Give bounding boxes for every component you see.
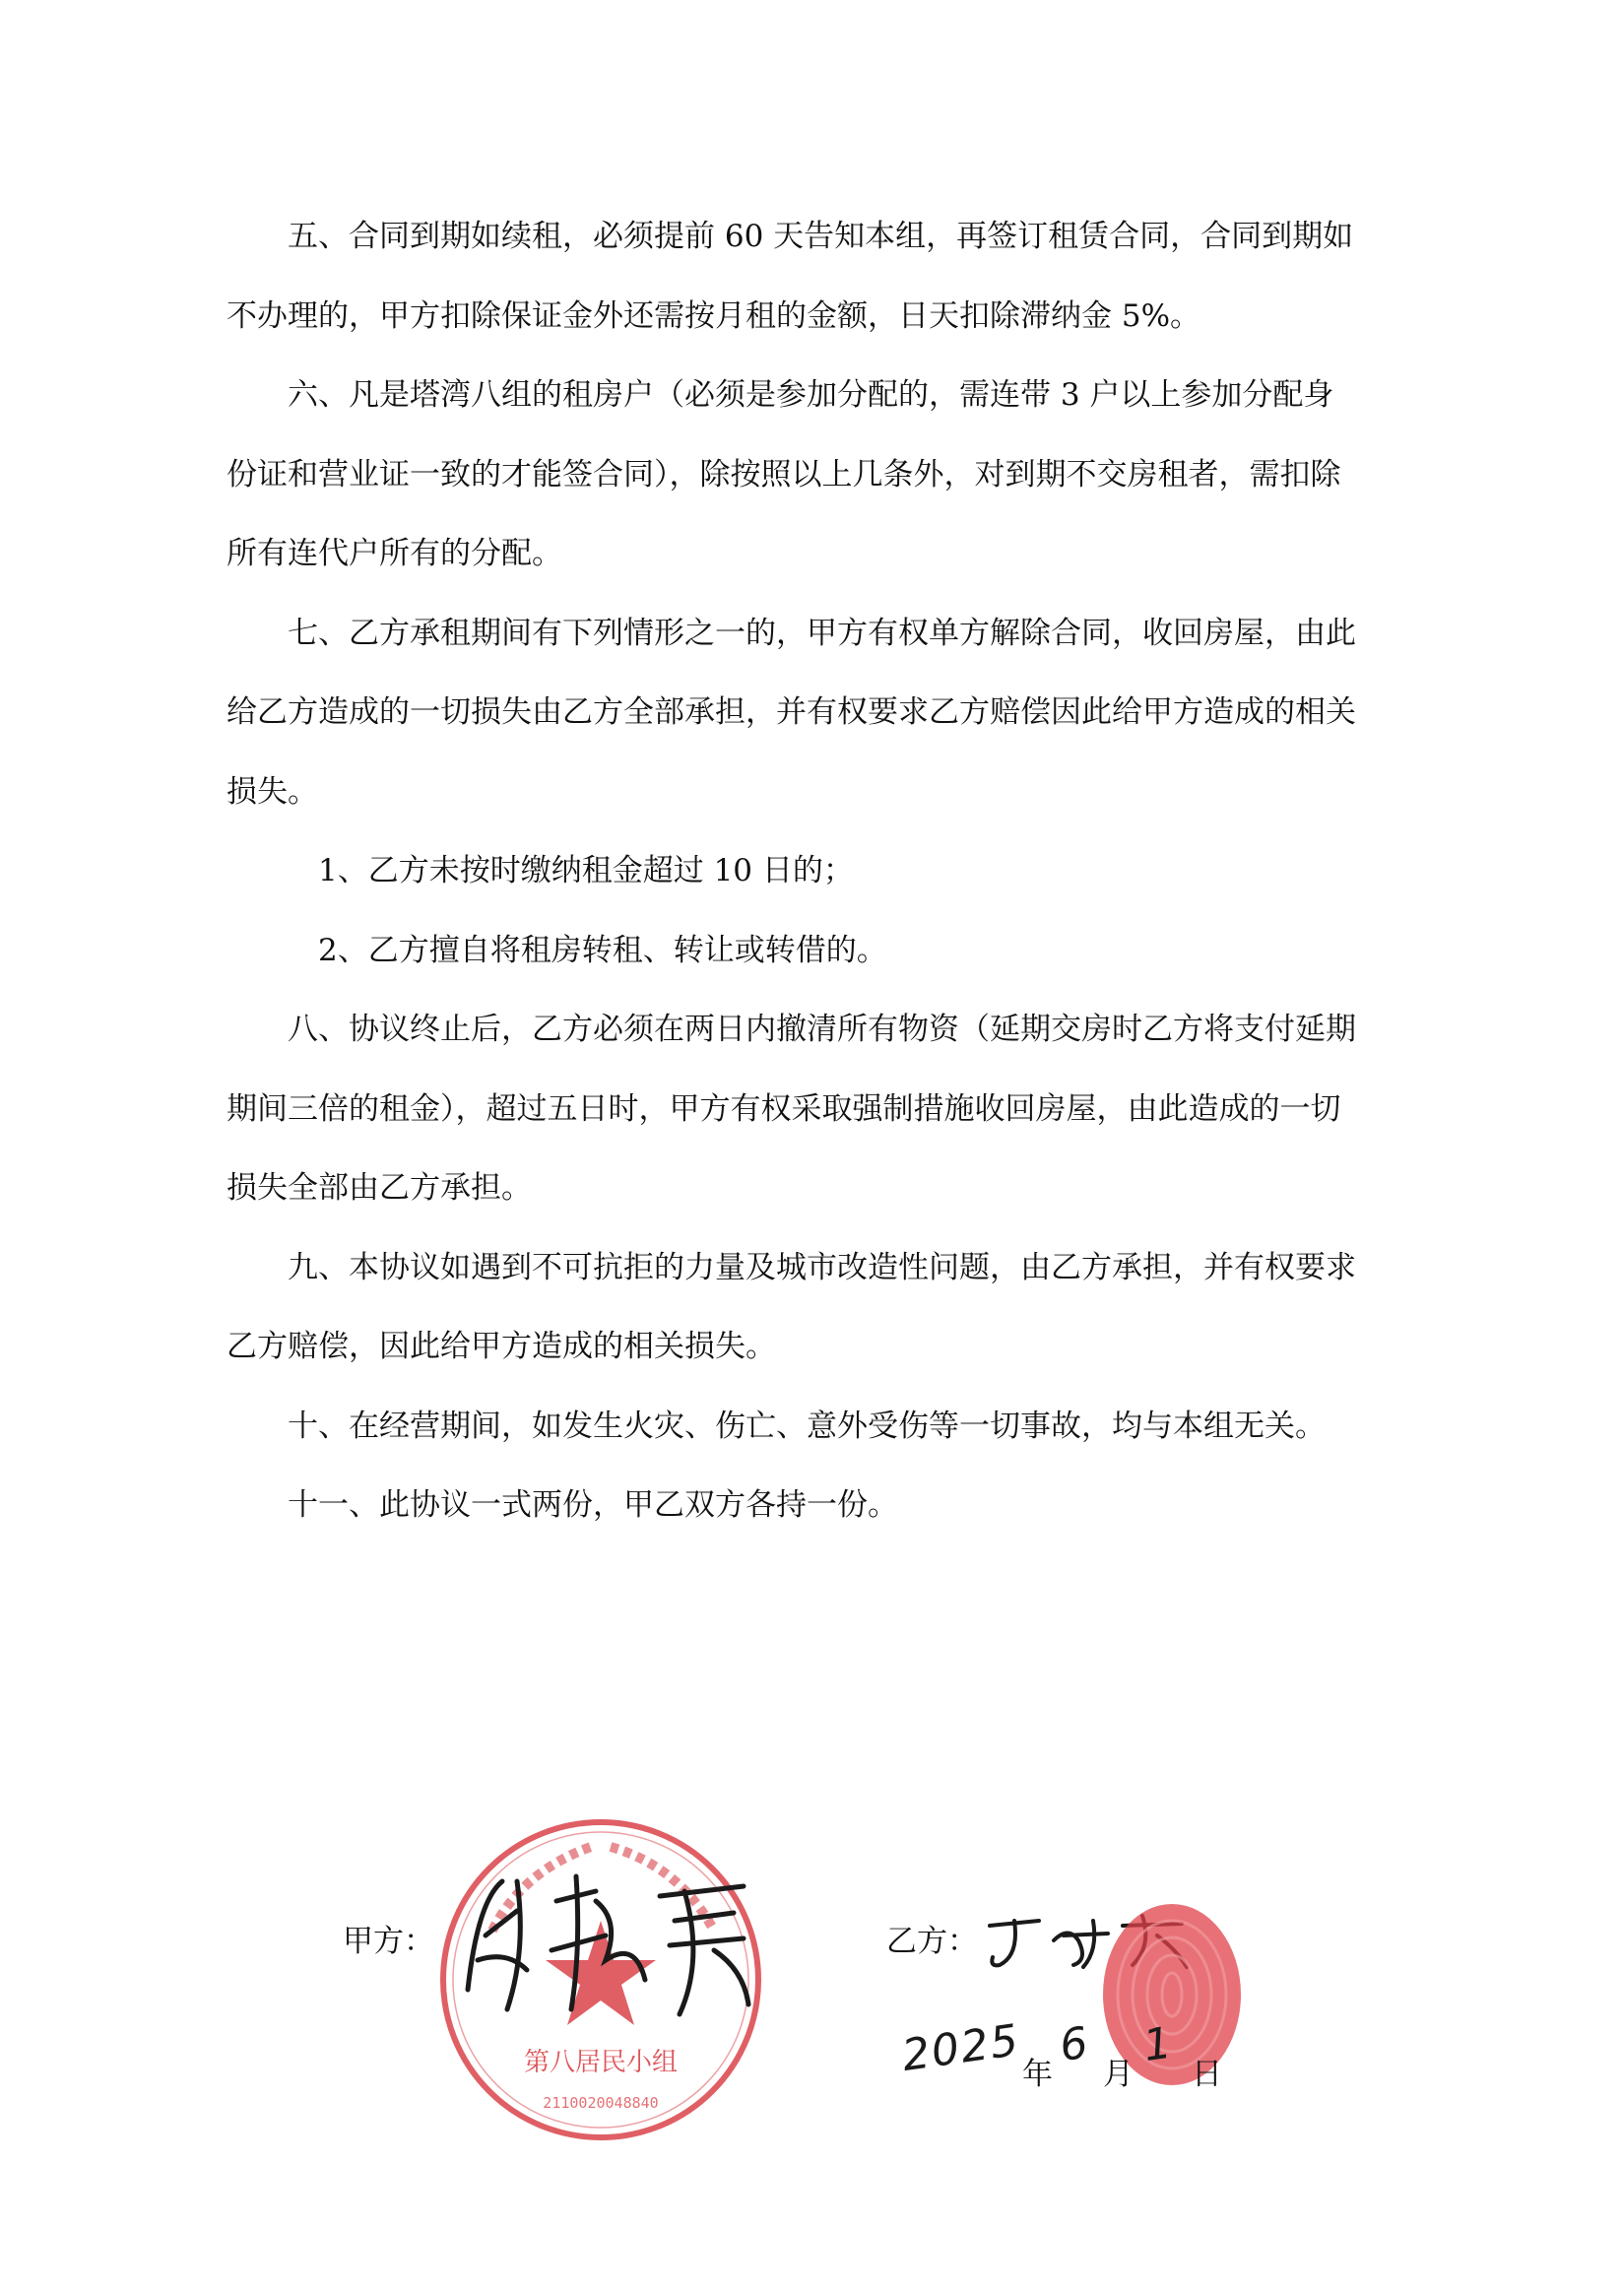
- clause-5: 五、合同到期如续租，必须提前 60 天告知本组，再签订租赁合同，合同到期如不办理的，甲方扣除保证金外还需按月租的金额，日天扣除滞纳金 5%。: [227, 219, 1354, 334]
- clause-8: 八、协议终止后，乙方必须在两日内撤清所有物资（延期交房时乙方将支付延期期间三倍的租金），超过五日时，甲方有权采取强制措施收回房屋，由此造成的一切损失全部由乙方承担。: [227, 1012, 1356, 1206]
- date-month: 6: [1056, 2017, 1093, 2071]
- seal-number: 2110020048840: [543, 2094, 659, 2112]
- contract-body: [227, 197, 1359, 1545]
- date-month-label: 月: [1103, 2057, 1134, 2092]
- clause-7: 七、乙方承租期间有下列情形之一的，甲方有权单方解除合同，收回房屋，由此给乙方造成的一切损失由乙方全部承担，并有权要求乙方赔偿因此给甲方造成的相关损失。: [227, 615, 1356, 810]
- clause-7-item-2: 2、乙方擅自将租房转租、转让或转借的。: [318, 932, 887, 968]
- clause-6: 六、凡是塔湾八组的租房户（必须是参加分配的，需连带 3 户以上参加分配身份证和营业证一致的才能签合同），除按照以上几条外，对到期不交房租者，需扣除所有连代户所有的分配。: [227, 377, 1341, 571]
- date-year-label: 年: [1022, 2057, 1053, 2092]
- clause-10: 十、在经营期间，如发生火灾、伤亡、意外受伤等一切事故，均与本组无关。: [288, 1408, 1326, 1444]
- date-day: 1: [1139, 2017, 1177, 2071]
- date-day-label: 日: [1192, 2057, 1222, 2092]
- date-year: 2025: [898, 2014, 1023, 2081]
- clause-9: 九、本协议如遇到不可抗拒的力量及城市改造性问题，由乙方承担，并有权要求乙方赔偿，因此给甲方造成的相关损失。: [227, 1249, 1356, 1364]
- party-a-signature: [448, 1842, 763, 2019]
- clause-11: 十一、此协议一式两份，甲乙双方各持一份。: [288, 1487, 898, 1523]
- clause-7-item-1: 1、乙方未按时缴纳租金超过 10 日的；: [318, 853, 854, 888]
- party-a-label: 甲方：: [343, 1924, 434, 1959]
- party-b-label: 乙方：: [886, 1924, 978, 1959]
- seal-text: 第八居民小组: [523, 2048, 679, 2077]
- signing-date: [898, 2009, 1246, 2092]
